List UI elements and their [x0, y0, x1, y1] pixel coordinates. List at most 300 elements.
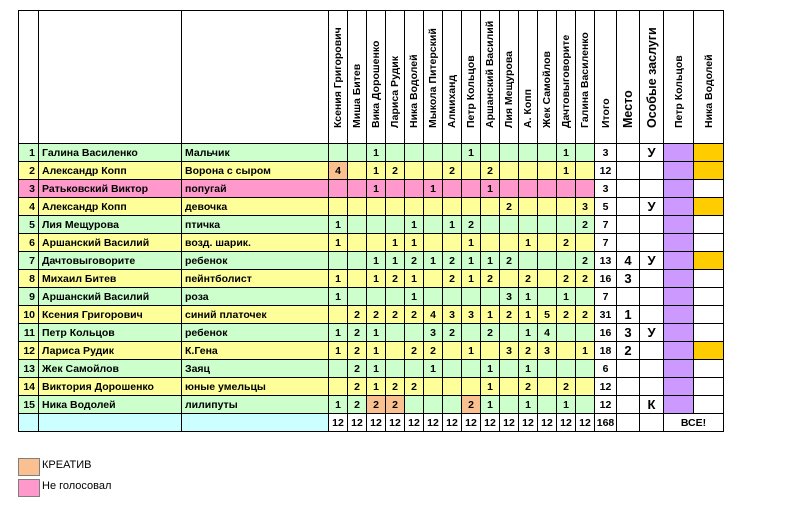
vote-cell — [329, 252, 348, 270]
vote-cell — [348, 234, 367, 252]
footer-song — [182, 414, 329, 432]
vote-cell — [424, 378, 443, 396]
vote-cell: 2 — [481, 324, 500, 342]
extra-cell-1 — [664, 252, 694, 270]
vote-cell — [329, 198, 348, 216]
row-number: 3 — [19, 180, 39, 198]
vote-cell — [386, 288, 405, 306]
place-cell — [617, 144, 640, 162]
voter-header-4 — [386, 11, 405, 144]
merit-cell — [640, 180, 664, 198]
total-cell: 16 — [595, 324, 617, 342]
vote-cell: 2 — [405, 306, 424, 324]
row-number: 7 — [19, 252, 39, 270]
vote-cell — [538, 144, 557, 162]
vote-cell: 2 — [386, 306, 405, 324]
vote-cell — [557, 198, 576, 216]
vote-cell — [443, 288, 462, 306]
voter-header-8 — [462, 11, 481, 144]
vote-cell: 5 — [538, 306, 557, 324]
legend-item-creative — [18, 458, 218, 476]
vote-cell — [405, 198, 424, 216]
vote-cell: 1 — [367, 342, 386, 360]
merit-cell — [640, 306, 664, 324]
song-title: девочка — [182, 198, 329, 216]
table-row — [19, 378, 724, 396]
vote-cell: 2 — [557, 306, 576, 324]
vote-cell: 1 — [367, 180, 386, 198]
total-cell: 5 — [595, 198, 617, 216]
vote-cell — [367, 288, 386, 306]
footer-note: ВСЕ! — [664, 414, 724, 432]
voter-header-11 — [519, 11, 538, 144]
place-cell — [617, 180, 640, 198]
vote-cell: 1 — [481, 360, 500, 378]
vote-cell — [538, 360, 557, 378]
vote-cell: 1 — [367, 252, 386, 270]
extra-cell-2 — [694, 324, 724, 342]
total-cell: 12 — [595, 396, 617, 414]
extra-cell-1 — [664, 198, 694, 216]
total-header-label: Итого — [599, 98, 612, 128]
total-cell: 6 — [595, 360, 617, 378]
merit-cell — [640, 360, 664, 378]
merit-cell: У — [640, 252, 664, 270]
vote-cell: 3 — [500, 342, 519, 360]
vote-cell — [329, 180, 348, 198]
total-cell: 7 — [595, 216, 617, 234]
vote-cell: 1 — [481, 180, 500, 198]
vote-cell — [576, 180, 595, 198]
vote-cell — [405, 360, 424, 378]
total-cell: 3 — [595, 180, 617, 198]
voter-header-1-label: Ксения Григорович — [332, 27, 344, 128]
table-row — [19, 288, 724, 306]
vote-cell — [424, 198, 443, 216]
vote-cell: 1 — [557, 396, 576, 414]
participant-name: Лариса Рудик — [39, 342, 182, 360]
legend-swatch-not-voted — [18, 479, 40, 497]
vote-cell — [405, 162, 424, 180]
vote-cell — [481, 234, 500, 252]
legend-swatch-creative — [18, 458, 40, 476]
vote-cell: 1 — [462, 252, 481, 270]
vote-cell — [538, 162, 557, 180]
vote-cell — [386, 324, 405, 342]
vote-cell — [329, 144, 348, 162]
vote-cell — [405, 324, 424, 342]
song-title: птичка — [182, 216, 329, 234]
footer-merit — [640, 414, 664, 432]
place-cell: 3 — [617, 270, 640, 288]
song-title: юные умельцы — [182, 378, 329, 396]
vote-cell — [519, 162, 538, 180]
vote-cell — [500, 270, 519, 288]
place-cell — [617, 396, 640, 414]
grand-total-cell: 168 — [595, 414, 617, 432]
vote-cell — [538, 198, 557, 216]
vote-cell — [348, 198, 367, 216]
vote-cell: 2 — [348, 306, 367, 324]
vote-cell — [462, 162, 481, 180]
merit-cell: У — [640, 144, 664, 162]
extra-cell-2 — [694, 216, 724, 234]
vote-cell — [576, 396, 595, 414]
extra-cell-2 — [694, 288, 724, 306]
vote-cell — [481, 216, 500, 234]
vote-cell: 2 — [443, 162, 462, 180]
extra-cell-1 — [664, 324, 694, 342]
vote-cell: 2 — [386, 162, 405, 180]
song-title: пейнтболист — [182, 270, 329, 288]
vote-cell: 1 — [386, 234, 405, 252]
vote-cell: 2 — [405, 252, 424, 270]
vote-cell — [348, 270, 367, 288]
vote-cell: 1 — [462, 270, 481, 288]
vote-cell — [500, 360, 519, 378]
footer-name — [39, 414, 182, 432]
extra-header-1-label: Петр Кольцов — [672, 55, 685, 128]
vote-cell: 1 — [424, 360, 443, 378]
footer-num — [19, 414, 39, 432]
merit-header — [640, 11, 664, 144]
extra-cell-2 — [694, 396, 724, 414]
table-row — [19, 324, 724, 342]
results-table — [18, 10, 724, 432]
table-row — [19, 144, 724, 162]
vote-cell: 1 — [481, 306, 500, 324]
voter-header-7 — [443, 11, 462, 144]
vote-cell: 2 — [519, 342, 538, 360]
table-row — [19, 342, 724, 360]
participant-name: Ксения Григорович — [39, 306, 182, 324]
voter-header-3 — [367, 11, 386, 144]
vote-cell — [462, 378, 481, 396]
vote-cell — [367, 234, 386, 252]
extra-cell-1 — [664, 234, 694, 252]
legend-label-not-voted: Не голосовал — [42, 480, 112, 492]
voter-header-14 — [576, 11, 595, 144]
vote-cell: 2 — [462, 396, 481, 414]
place-cell: 3 — [617, 324, 640, 342]
vote-cell: 4 — [424, 306, 443, 324]
total-cell: 18 — [595, 342, 617, 360]
table-row — [19, 360, 724, 378]
vote-cell: 1 — [519, 306, 538, 324]
total-cell: 3 — [595, 144, 617, 162]
vote-cell: 2 — [443, 252, 462, 270]
extra-cell-2 — [694, 378, 724, 396]
vote-cell: 1 — [481, 396, 500, 414]
merit-cell: У — [640, 324, 664, 342]
voter-header-13 — [557, 11, 576, 144]
vote-cell — [424, 216, 443, 234]
row-number: 14 — [19, 378, 39, 396]
vote-cell — [519, 252, 538, 270]
vote-cell — [557, 324, 576, 342]
vote-cell: 2 — [348, 360, 367, 378]
vote-cell — [443, 342, 462, 360]
vote-cell — [424, 234, 443, 252]
vote-cell: 3 — [462, 306, 481, 324]
vote-cell — [386, 180, 405, 198]
vote-cell — [424, 288, 443, 306]
voter-header-9-label: Аршанский Василий — [484, 20, 496, 128]
extra-cell-1 — [664, 396, 694, 414]
voter-header-7-label: Алмиханд — [446, 74, 458, 128]
extra-cell-1 — [664, 144, 694, 162]
vote-cell: 4 — [538, 324, 557, 342]
vote-cell — [424, 144, 443, 162]
merit-header-label: Особые заслуги — [644, 27, 659, 128]
table-row — [19, 306, 724, 324]
vote-cell — [576, 378, 595, 396]
song-title: синий платочек — [182, 306, 329, 324]
song-title: лилипуты — [182, 396, 329, 414]
vote-cell: 1 — [405, 234, 424, 252]
extra-cell-1 — [664, 360, 694, 378]
place-cell: 1 — [617, 306, 640, 324]
vote-cell — [348, 144, 367, 162]
vote-cell: 2 — [557, 234, 576, 252]
vote-cell — [462, 288, 481, 306]
vote-cell — [367, 216, 386, 234]
song-title: роза — [182, 288, 329, 306]
row-number: 11 — [19, 324, 39, 342]
vote-cell: 3 — [424, 324, 443, 342]
vote-cell: 1 — [424, 180, 443, 198]
vote-cell — [538, 288, 557, 306]
vote-cell: 2 — [405, 342, 424, 360]
vote-cell — [405, 144, 424, 162]
merit-cell — [640, 270, 664, 288]
vote-cell — [557, 180, 576, 198]
extra-cell-1 — [664, 270, 694, 288]
voter-header-9 — [481, 11, 500, 144]
extra-cell-2 — [694, 144, 724, 162]
song-title: К.Гена — [182, 342, 329, 360]
column-total-cell: 12 — [367, 414, 386, 432]
extra-cell-2 — [694, 270, 724, 288]
extra-cell-1 — [664, 162, 694, 180]
vote-cell: 2 — [348, 324, 367, 342]
vote-cell: 1 — [462, 144, 481, 162]
vote-cell — [329, 378, 348, 396]
vote-cell: 2 — [367, 306, 386, 324]
header-song — [182, 11, 329, 144]
table-row — [19, 270, 724, 288]
vote-cell — [481, 342, 500, 360]
extra-cell-2 — [694, 252, 724, 270]
table-row — [19, 198, 724, 216]
vote-cell — [576, 288, 595, 306]
column-total-cell: 12 — [348, 414, 367, 432]
vote-cell: 1 — [557, 144, 576, 162]
vote-cell — [348, 162, 367, 180]
voter-header-5 — [405, 11, 424, 144]
vote-cell: 2 — [386, 396, 405, 414]
total-cell: 12 — [595, 378, 617, 396]
vote-cell: 1 — [405, 216, 424, 234]
vote-cell: 1 — [386, 252, 405, 270]
participant-name: Ника Водолей — [39, 396, 182, 414]
vote-cell — [424, 270, 443, 288]
extra-cell-2 — [694, 180, 724, 198]
participant-name: Галина Василенко — [39, 144, 182, 162]
vote-cell: 1 — [367, 324, 386, 342]
total-cell: 7 — [595, 234, 617, 252]
extra-cell-1 — [664, 378, 694, 396]
vote-cell — [462, 360, 481, 378]
vote-cell — [519, 198, 538, 216]
vote-cell: 1 — [424, 252, 443, 270]
vote-cell: 2 — [348, 396, 367, 414]
vote-cell — [424, 162, 443, 180]
table-row — [19, 234, 724, 252]
vote-cell — [443, 360, 462, 378]
voter-header-2 — [348, 11, 367, 144]
table-row — [19, 162, 724, 180]
participant-name: Аршанский Василий — [39, 288, 182, 306]
vote-cell: 1 — [462, 342, 481, 360]
vote-cell — [386, 216, 405, 234]
table-row — [19, 180, 724, 198]
vote-cell — [538, 234, 557, 252]
vote-cell — [576, 234, 595, 252]
total-cell: 13 — [595, 252, 617, 270]
vote-cell — [576, 144, 595, 162]
place-cell — [617, 234, 640, 252]
vote-cell: 3 — [500, 288, 519, 306]
merit-cell — [640, 162, 664, 180]
vote-cell: 1 — [557, 288, 576, 306]
merit-cell — [640, 234, 664, 252]
vote-cell: 1 — [462, 234, 481, 252]
column-total-cell: 12 — [481, 414, 500, 432]
vote-cell: 1 — [329, 396, 348, 414]
footer-place — [617, 414, 640, 432]
row-number: 9 — [19, 288, 39, 306]
vote-cell — [500, 216, 519, 234]
vote-cell: 1 — [367, 162, 386, 180]
vote-cell — [519, 144, 538, 162]
vote-cell — [519, 180, 538, 198]
extra-cell-2 — [694, 234, 724, 252]
extra-cell-1 — [664, 216, 694, 234]
extra-cell-2 — [694, 342, 724, 360]
vote-cell — [462, 324, 481, 342]
vote-cell — [500, 324, 519, 342]
participant-name: Дачтовыговорите — [39, 252, 182, 270]
vote-cell: 1 — [576, 342, 595, 360]
vote-cell: 1 — [519, 234, 538, 252]
row-number: 12 — [19, 342, 39, 360]
vote-cell — [576, 360, 595, 378]
vote-cell — [481, 198, 500, 216]
total-cell: 31 — [595, 306, 617, 324]
vote-cell: 3 — [576, 198, 595, 216]
row-number: 5 — [19, 216, 39, 234]
vote-cell: 2 — [424, 342, 443, 360]
vote-cell: 1 — [443, 216, 462, 234]
vote-cell — [576, 324, 595, 342]
vote-cell — [538, 180, 557, 198]
row-number: 10 — [19, 306, 39, 324]
vote-cell — [500, 378, 519, 396]
song-title: возд. шарик. — [182, 234, 329, 252]
vote-cell — [500, 396, 519, 414]
vote-cell — [557, 342, 576, 360]
vote-cell: 1 — [557, 162, 576, 180]
row-number: 15 — [19, 396, 39, 414]
voter-header-14-label: Галина Василенко — [579, 32, 591, 128]
merit-cell — [640, 342, 664, 360]
extra-cell-2 — [694, 162, 724, 180]
column-total-cell: 12 — [500, 414, 519, 432]
header-num — [19, 11, 39, 144]
vote-cell: 1 — [519, 288, 538, 306]
participant-name: Лия Мещурова — [39, 216, 182, 234]
vote-cell — [538, 396, 557, 414]
voter-header-6-label: Мыкола Питерский — [427, 28, 439, 128]
voter-header-10-label: Лия Мещурова — [503, 51, 515, 128]
vote-cell — [576, 162, 595, 180]
vote-cell: 1 — [367, 144, 386, 162]
vote-cell — [348, 252, 367, 270]
footer-row — [19, 414, 724, 432]
voter-header-13-label: Дачтовыговорите — [560, 34, 572, 128]
vote-cell: 2 — [500, 252, 519, 270]
column-total-cell: 12 — [329, 414, 348, 432]
participant-name: Виктория Дорошенко — [39, 378, 182, 396]
vote-cell: 2 — [386, 270, 405, 288]
place-header — [617, 11, 640, 144]
total-cell: 7 — [595, 288, 617, 306]
merit-cell: У — [640, 198, 664, 216]
vote-cell — [557, 216, 576, 234]
table-row — [19, 252, 724, 270]
vote-cell: 3 — [538, 342, 557, 360]
vote-cell — [443, 234, 462, 252]
vote-cell: 1 — [367, 270, 386, 288]
merit-cell — [640, 378, 664, 396]
place-header-label: Место — [621, 90, 635, 128]
vote-cell — [386, 342, 405, 360]
participant-name: Александр Копп — [39, 162, 182, 180]
extra-header-1 — [664, 11, 694, 144]
extra-cell-2 — [694, 306, 724, 324]
extra-cell-1 — [664, 180, 694, 198]
participant-name: Александр Копп — [39, 198, 182, 216]
vote-cell — [557, 252, 576, 270]
vote-cell: 1 — [329, 288, 348, 306]
vote-cell: 2 — [367, 396, 386, 414]
participant-name: Жек Самойлов — [39, 360, 182, 378]
song-title: ребенок — [182, 252, 329, 270]
extra-cell-1 — [664, 342, 694, 360]
vote-cell — [386, 360, 405, 378]
vote-cell: 1 — [519, 360, 538, 378]
vote-cell — [443, 180, 462, 198]
vote-cell: 4 — [329, 162, 348, 180]
place-cell — [617, 360, 640, 378]
vote-cell — [500, 234, 519, 252]
vote-cell — [329, 360, 348, 378]
vote-cell: 1 — [329, 234, 348, 252]
extra-cell-1 — [664, 288, 694, 306]
vote-cell — [538, 252, 557, 270]
column-total-cell: 12 — [424, 414, 443, 432]
